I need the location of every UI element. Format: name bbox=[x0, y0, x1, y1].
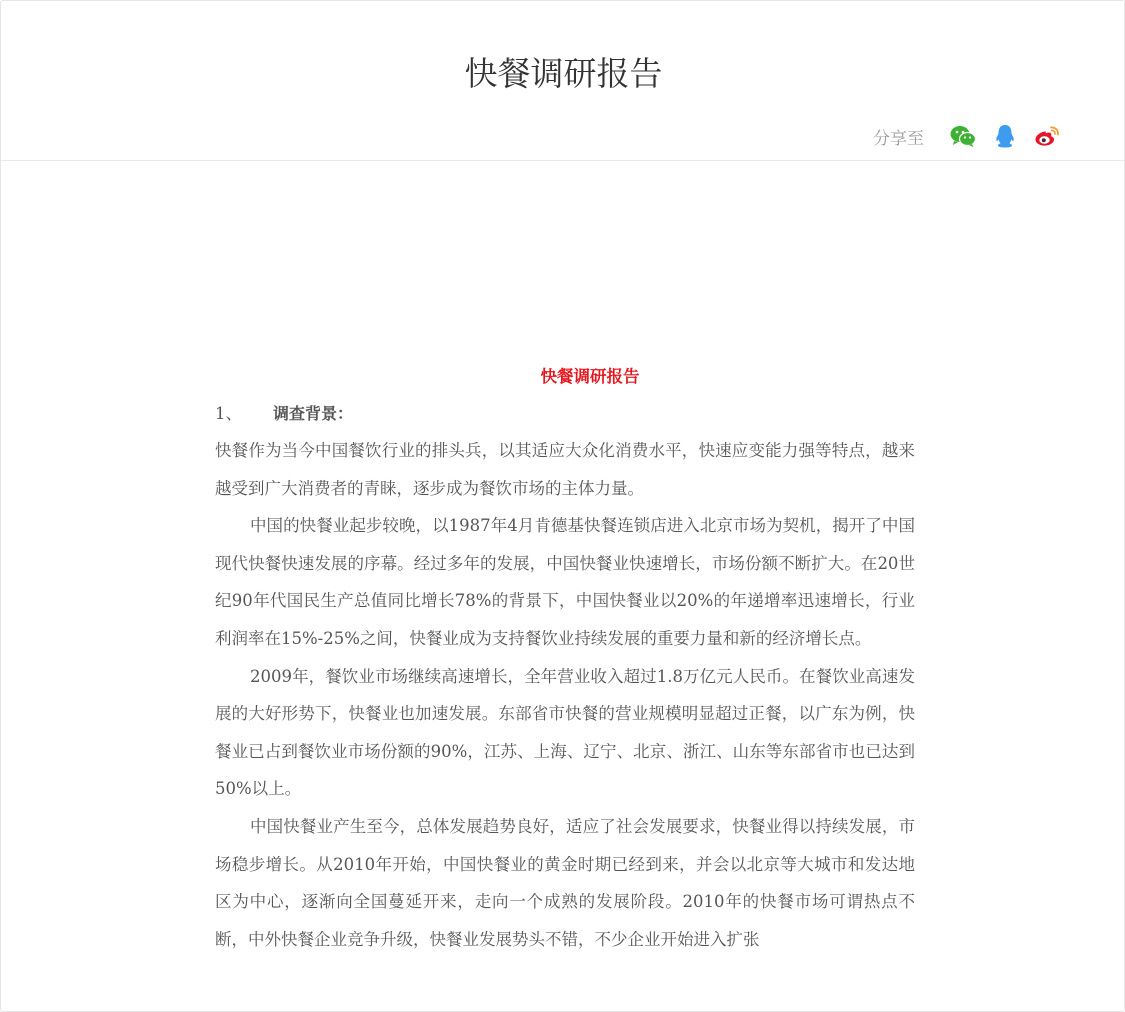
page-title: 快餐调研报告 bbox=[464, 54, 663, 93]
paragraph: 2009年，餐饮业市场继续高速增长，全年营业收入超过1.8万亿元人民币。在餐饮业高速发展的大好形势下，快餐业也加速发展。东部省市快餐的营业规模明显超过正餐，以广东为例，快餐业已占到餐饮业市场份额的90%，江苏、上海、辽宁、北京、浙江、山东等东部省市也已达到50%以上。 bbox=[215, 666, 915, 799]
qq-icon[interactable] bbox=[990, 121, 1020, 151]
weibo-icon[interactable] bbox=[1032, 121, 1062, 151]
document-title: 快餐调研报告 bbox=[540, 367, 640, 386]
section-number: 1、 bbox=[215, 404, 242, 423]
paragraph: 中国的快餐业起步较晚，以1987年4月肯德基快餐连锁店进入北京市场为契机，揭开了中国现代快餐快速发展的序幕。经过多年的发展，中国快餐业快速增长，市场份额不断扩大。在20世纪90年代国民生产总值同比增长78%的背景下，中国快餐业以20%的年递增率迅速增长，行业利润率在15%-25%之间，快餐业成为支持餐饮业持续发展的重要力量和新的经济增长点。 bbox=[215, 516, 915, 648]
share-bar bbox=[873, 121, 1062, 151]
page-header bbox=[1, 1, 1124, 161]
section-heading bbox=[215, 395, 915, 432]
document-body bbox=[215, 363, 915, 958]
paragraph: 快餐作为当今中国餐饮行业的排头兵，以其适应大众化消费水平，快速应变能力强等特点，越来越受到广大消费者的青睐，逐步成为餐饮市场的主体力量。 bbox=[215, 441, 915, 498]
section-label: 调查背景： bbox=[273, 404, 354, 423]
wechat-icon[interactable] bbox=[948, 121, 978, 151]
share-label: 分享至 bbox=[873, 128, 924, 149]
paragraph: 中国快餐业产生至今，总体发展趋势良好，适应了社会发展要求，快餐业得以持续发展，市场稳步增长。从2010年开始，中国快餐业的黄金时期已经到来，并会以北京等大城市和发达地区为中心，逐渐向全国蔓延开来，走向一个成熟的发展阶段。2010年的快餐市场可谓热点不断，中外快餐企业竞争升级，快餐业发展势头不错，不少企业开始进入扩张 bbox=[215, 816, 915, 949]
